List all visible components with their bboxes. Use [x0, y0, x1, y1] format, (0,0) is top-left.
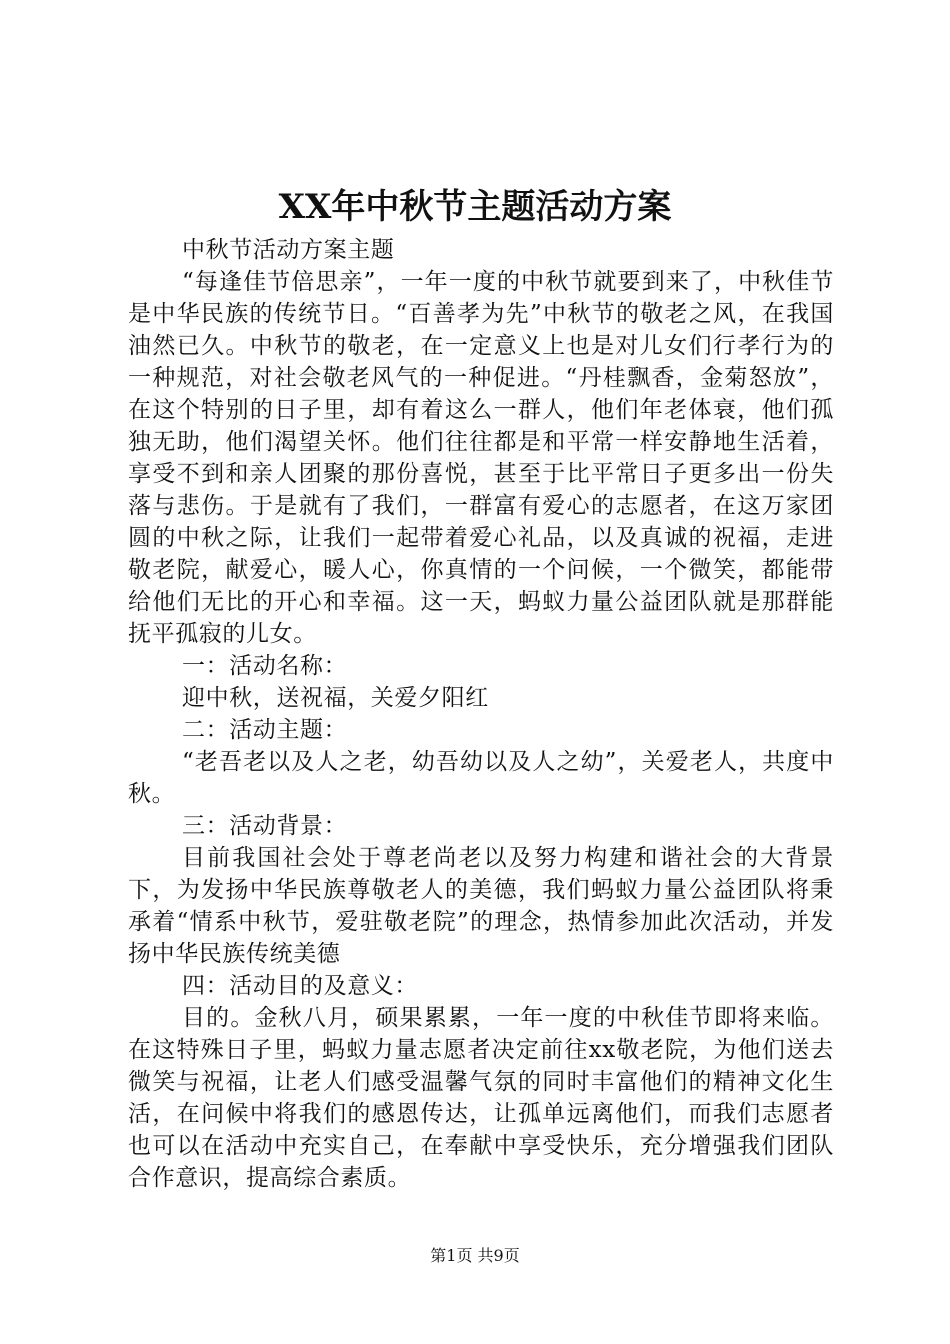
paragraph-activity-theme: “老吾老以及人之老，幼吾幼以及人之幼”，关爱老人，共度中秋。	[128, 749, 834, 807]
section-heading-activity-purpose: 四：活动目的及意义：	[182, 973, 418, 999]
section-heading-activity-name: 一：活动名称：	[182, 653, 348, 679]
paragraph-theme-heading: 中秋节活动方案主题	[182, 237, 395, 263]
paragraph-activity-purpose: 目的。金秋八月，硕果累累，一年一度的中秋佳节即将来临。在这特殊日子里，蚂蚁力量志愿者决定前往xx敬老院，为他们送去微笑与祝福，让老人们感受温馨气氛的同时丰富他们的精神文化生活，在问候中将我们的感恩传达，让孤单远离他们，而我们志愿者也可以在活动中充实自己，在奉献中享受快乐，充分增强我们团队合作意识，提高综合素质。	[128, 1005, 834, 1191]
paragraph-activity-background: 目前我国社会处于尊老尚老以及努力构建和谐社会的大背景下，为发扬中华民族尊敬老人的美德，我们蚂蚁力量公益团队将秉承着“情系中秋节，爱驻敬老院”的理念，热情参加此次活动，并发扬中华民族传统美德	[128, 845, 834, 967]
document-body	[128, 234, 834, 1194]
section-heading-activity-theme: 二：活动主题：	[182, 717, 348, 743]
document-title: XX年中秋节主题活动方案	[278, 187, 672, 227]
paragraph-introduction: “每逢佳节倍思亲”，一年一度的中秋节就要到来了，中秋佳节是中华民族的传统节日。“百善孝为先”中秋节的敬老之风，在我国油然已久。中秋节的敬老，在一定意义上也是对儿女们行孝行为的一种规范，对社会敬老风气的一种促进。“丹桂飘香，金菊怒放”，在这个特别的日子里，却有着这么一群人，他们年老体衰，他们孤独无助，他们渴望关怀。他们往往都是和平常一样安静地生活着，享受不到和亲人团聚的那份喜悦，甚至于比平常日子更多出一份失落与悲伤。于是就有了我们，一群富有爱心的志愿者，在这万家团圆的中秋之际，让我们一起带着爱心礼品，以及真诚的祝福，走进敬老院，献爱心，暖人心，你真情的一个问候，一个微笑，都能带给他们无比的开心和幸福。这一天，蚂蚁力量公益团队就是那群能抚平孤寂的儿女。	[128, 269, 834, 647]
section-heading-activity-background: 三：活动背景：	[182, 813, 348, 839]
paragraph-activity-name: 迎中秋，送祝福，关爱夕阳红	[182, 685, 489, 711]
page-number-footer: 第1页 共9页	[430, 1246, 520, 1265]
